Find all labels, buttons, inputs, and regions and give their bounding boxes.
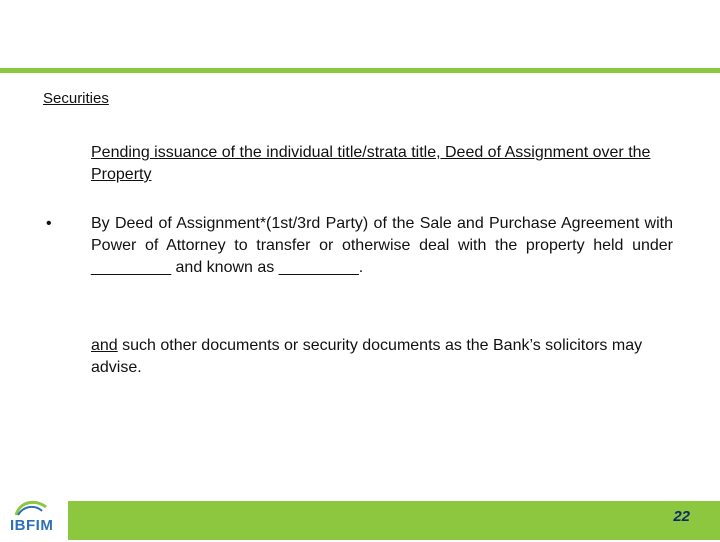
- paragraph-deed-of-assignment: By Deed of Assignment*(1st/3rd Party) of the Sale and Purchase Agreement with Power of Attorney to transfer or otherwise deal with the property held under _________ and known as _________.: [91, 215, 673, 276]
- section-heading: Securities: [43, 90, 109, 107]
- footer-bar: [68, 501, 720, 540]
- paragraph-pending-issuance: Pending issuance of the individual title/strata title, Deed of Assignment over the Property: [91, 144, 651, 183]
- logo-text: IBFIM: [10, 517, 54, 534]
- paragraph-other-documents-text: such other documents or security documents as the Bank’s solicitors may advise.: [91, 337, 643, 376]
- page-number: 22: [673, 508, 690, 525]
- bullet-marker: •: [46, 215, 52, 232]
- paragraph-other-documents: [91, 335, 673, 379]
- top-divider: [0, 68, 720, 73]
- ibfim-logo: [6, 497, 58, 537]
- underlined-and: and: [91, 337, 118, 354]
